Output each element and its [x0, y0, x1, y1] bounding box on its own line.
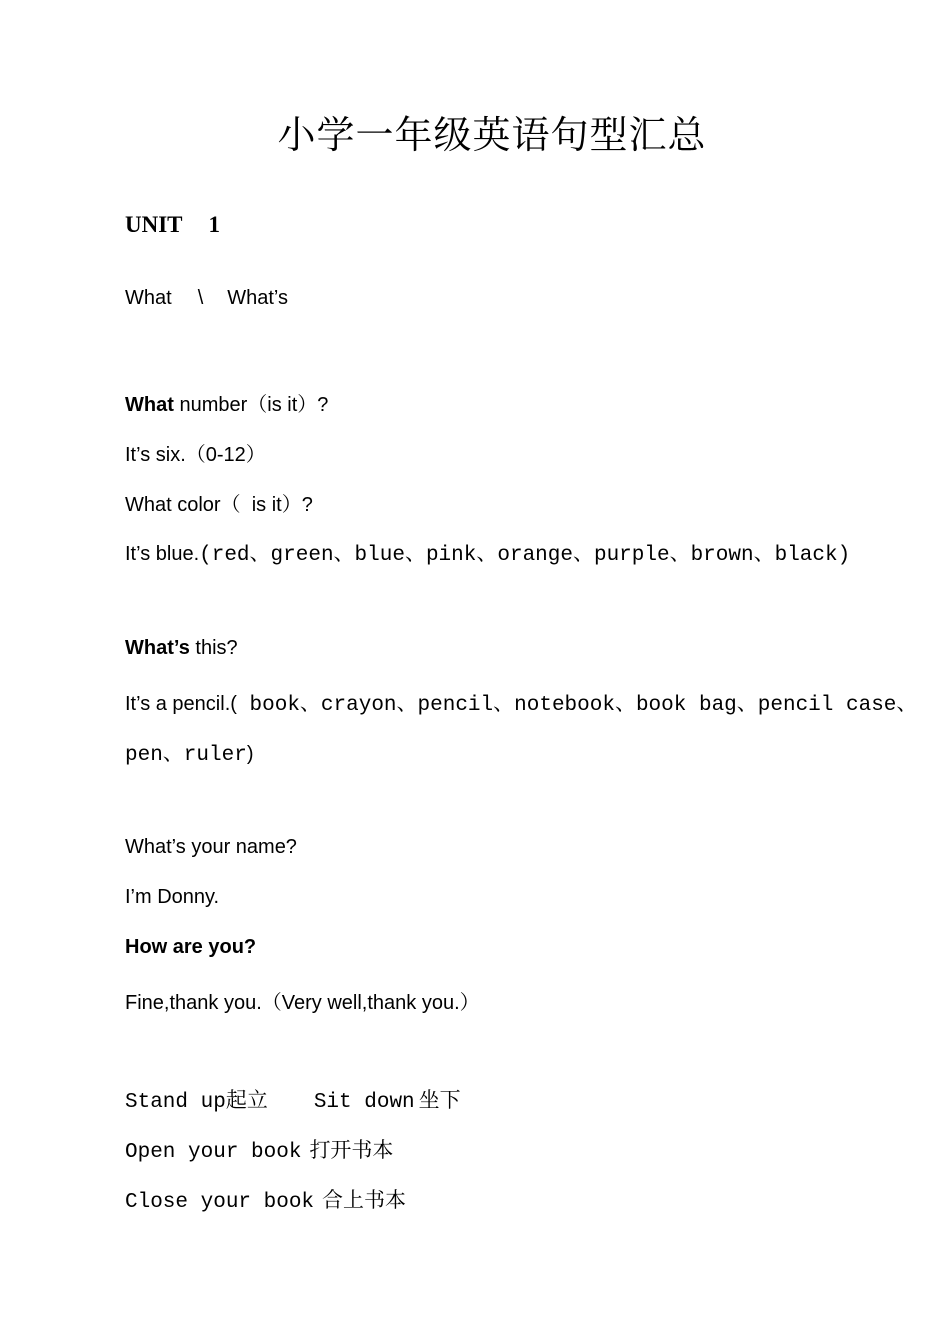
answer-this-list: book、crayon、pencil、notebook、book bag、pencil case、	[236, 694, 918, 717]
command-close	[125, 1184, 406, 1214]
question-number-keyword: What	[125, 394, 174, 416]
command-open-zh: 打开书本	[309, 1138, 394, 1162]
command-stand-sit	[125, 1084, 461, 1114]
answer-color	[125, 537, 850, 567]
question-color: What color（ is it）?	[125, 494, 313, 516]
answer-this-list-2: pen、ruler	[125, 744, 247, 767]
what-pair-line	[125, 287, 288, 310]
question-number-rest: number（is it）?	[173, 394, 329, 416]
unit-label: UNIT	[125, 212, 183, 237]
answer-how: Fine,thank you.（Very well,thank you.）	[125, 992, 480, 1014]
answer-number: It’s six.（0-12）	[125, 444, 266, 466]
question-number	[125, 388, 328, 417]
what-left: What	[125, 287, 172, 309]
answer-color-list: (red、green、blue、pink、orange、purple、brown、black)	[199, 544, 851, 567]
answer-this-lead: It’s a pencil.(	[125, 693, 237, 715]
answer-this-continued	[125, 737, 254, 767]
command-close-en: Close your book	[125, 1191, 315, 1214]
command-sit-zh: 坐下	[418, 1088, 461, 1112]
answer-this-close: )	[246, 743, 254, 765]
unit-number: 1	[208, 212, 221, 237]
command-stand-zh: 起立	[225, 1088, 268, 1112]
command-close-zh: 合上书本	[322, 1188, 407, 1212]
answer-name: I’m Donny.	[125, 886, 220, 908]
question-name: What’s your name?	[125, 836, 297, 858]
question-this	[125, 637, 238, 660]
question-this-rest: this?	[189, 637, 238, 659]
command-open	[125, 1134, 393, 1164]
unit-heading	[125, 212, 220, 238]
question-this-keyword: What’s	[125, 637, 190, 659]
command-stand-en: Stand up	[125, 1091, 226, 1114]
question-how	[125, 936, 256, 959]
what-separator: \	[197, 287, 204, 309]
answer-color-lead: It’s blue.	[125, 543, 200, 565]
answer-this	[125, 687, 917, 717]
command-open-en: Open your book	[125, 1141, 302, 1164]
page-title: 小学一年级英语句型汇总	[277, 113, 707, 157]
command-sit-en: Sit down	[313, 1091, 415, 1114]
what-right: What’s	[227, 287, 289, 309]
question-how-text: How are you?	[125, 936, 257, 958]
